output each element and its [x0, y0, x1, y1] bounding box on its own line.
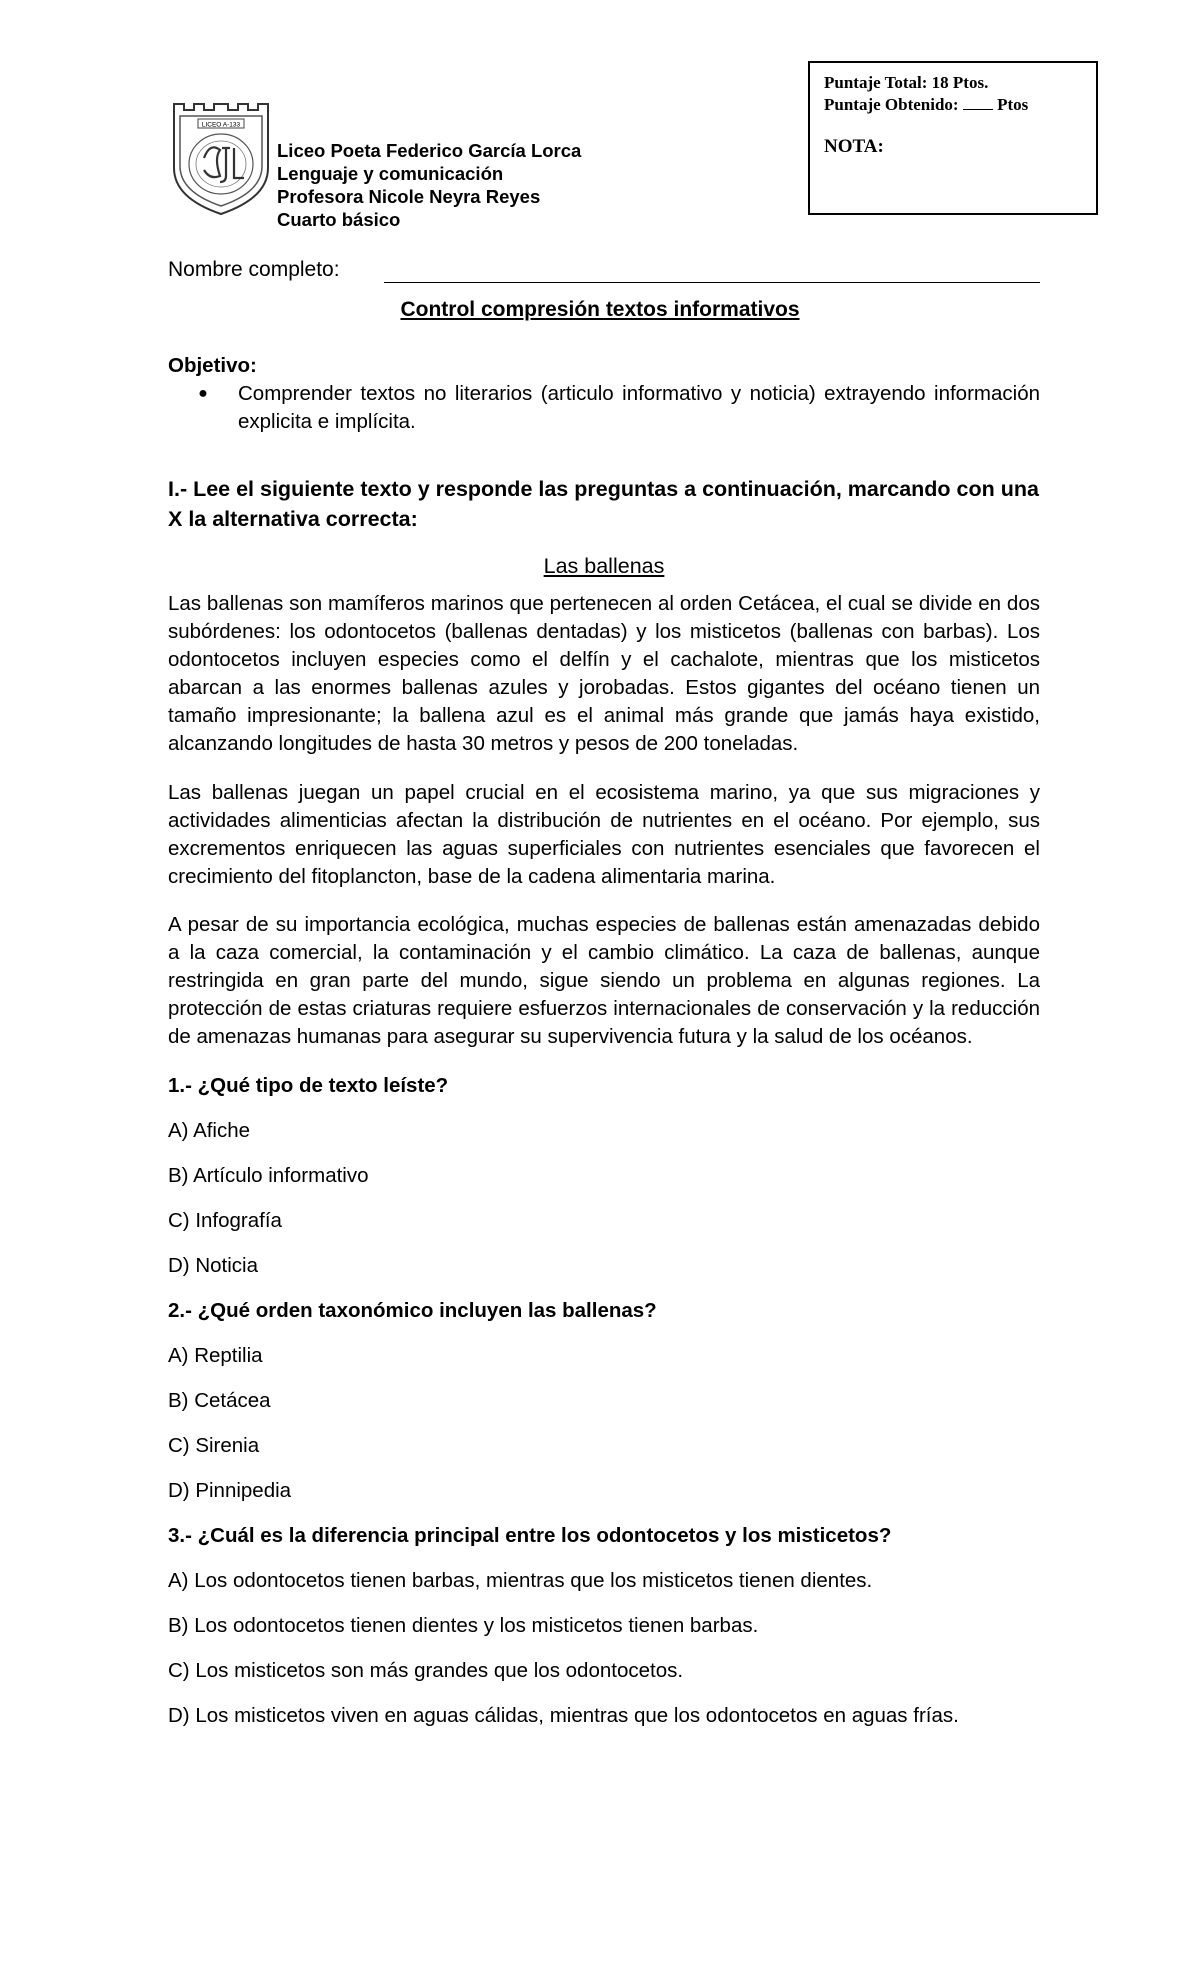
bullet-icon: ●: [198, 385, 208, 402]
option-1a[interactable]: A) Afiche: [168, 1118, 251, 1142]
score-obtained-unit: Ptos: [997, 95, 1029, 114]
subject-name: Lenguaje y comunicación: [277, 163, 504, 184]
page-title: Control compresión textos informativos: [400, 298, 800, 321]
option-1d[interactable]: D) Noticia: [168, 1253, 258, 1277]
option-2a[interactable]: A) Reptilia: [168, 1343, 263, 1367]
score-obtained-label: Puntaje Obtenido:: [824, 95, 959, 114]
teacher-name: Profesora Nicole Neyra Reyes: [277, 186, 541, 207]
reading-paragraph: A pesar de su importancia ecológica, muchas especies de ballenas están amenazadas debido a la caza comercial, la contaminación y el cambio climático. La caza de ballenas, aunque restringida en gran parte del mundo, sigue siendo un problema en algunas regiones. La protección de estas criaturas requiere esfuerzos internacionales de conservación y la reducción de amenazas humanas para asegurar su supervivencia futura y la salud de los océanos.: [168, 913, 1040, 1048]
question-1: 1.- ¿Qué tipo de texto leíste?: [168, 1073, 449, 1097]
option-2b[interactable]: B) Cetácea: [168, 1388, 271, 1412]
reading-title: Las ballenas: [543, 554, 665, 578]
school-logo: [170, 98, 272, 216]
option-3a[interactable]: A) Los odontocetos tienen barbas, mientras que los misticetos tienen dientes.: [168, 1568, 873, 1592]
name-field[interactable]: [384, 282, 1040, 283]
option-2d[interactable]: D) Pinnipedia: [168, 1478, 292, 1502]
school-name: Liceo Poeta Federico García Lorca: [277, 140, 582, 161]
option-3c[interactable]: C) Los misticetos son más grandes que los odontocetos.: [168, 1658, 684, 1682]
option-3b[interactable]: B) Los odontocetos tienen dientes y los misticetos tienen barbas.: [168, 1613, 759, 1637]
question-3: 3.- ¿Cuál es la diferencia principal entre los odontocetos y los misticetos?: [168, 1523, 892, 1547]
objective-item: [168, 380, 1040, 436]
score-total: Puntaje Total: 18 Ptos.: [824, 73, 989, 92]
main-content: [168, 352, 1040, 1730]
reading-paragraph: Las ballenas juegan un papel crucial en el ecosistema marino, ya que sus migraciones y actividades alimenticias afectan la distribución de nutrientes en el océano. Por ejemplo, sus excrementos enriquecen las aguas superficiales con nutrientes esenciales que favorecen el crecimiento del fitoplancton, base de la cadena alimentaria marina.: [168, 780, 1040, 888]
option-2c[interactable]: C) Sirenia: [168, 1433, 260, 1457]
school-info: [277, 139, 581, 231]
section-instruction: I.- Lee el siguiente texto y responde las preguntas a continuación, marcando con una X la alternativa correcta:: [168, 477, 1039, 531]
question-2: 2.- ¿Qué orden taxonómico incluyen las ballenas?: [168, 1298, 657, 1322]
nota-label: NOTA:: [824, 136, 884, 157]
option-1c[interactable]: C) Infografía: [168, 1208, 282, 1232]
logo-text: LICEO A-133: [201, 121, 241, 129]
option-1b[interactable]: B) Artículo informativo: [168, 1163, 369, 1187]
objective-label: Objetivo:: [168, 354, 257, 377]
score-obtained: [824, 94, 1096, 116]
option-3d[interactable]: D) Los misticetos viven en aguas cálidas, mientras que los odontocetos en aguas frías.: [168, 1703, 959, 1727]
score-obtained-blank[interactable]: [963, 94, 993, 110]
objective-text: Comprender textos no literarios (articulo informativo y noticia) extrayendo información explicita e implícita.: [238, 382, 1040, 433]
reading-paragraph: Las ballenas son mamíferos marinos que pertenecen al orden Cetácea, el cual se divide en dos subórdenes: los odontocetos (ballenas dentadas) y los misticetos (ballenas con barbas). Los odontocetos incluyen especies como el delfín y el cachalote, mientras que los misticetos abarcan a las enormes ballenas azules y jorobadas. Estos gigantes del océano tienen un tamaño impresionante; la ballena azul es el animal más grande que jamás haya existido, alcanzando longitudes de hasta 30 metros y pesos de 200 toneladas.: [168, 592, 1040, 755]
name-label: Nombre completo:: [168, 258, 340, 281]
grade-name: Cuarto básico: [277, 209, 401, 230]
score-box: [808, 61, 1098, 215]
